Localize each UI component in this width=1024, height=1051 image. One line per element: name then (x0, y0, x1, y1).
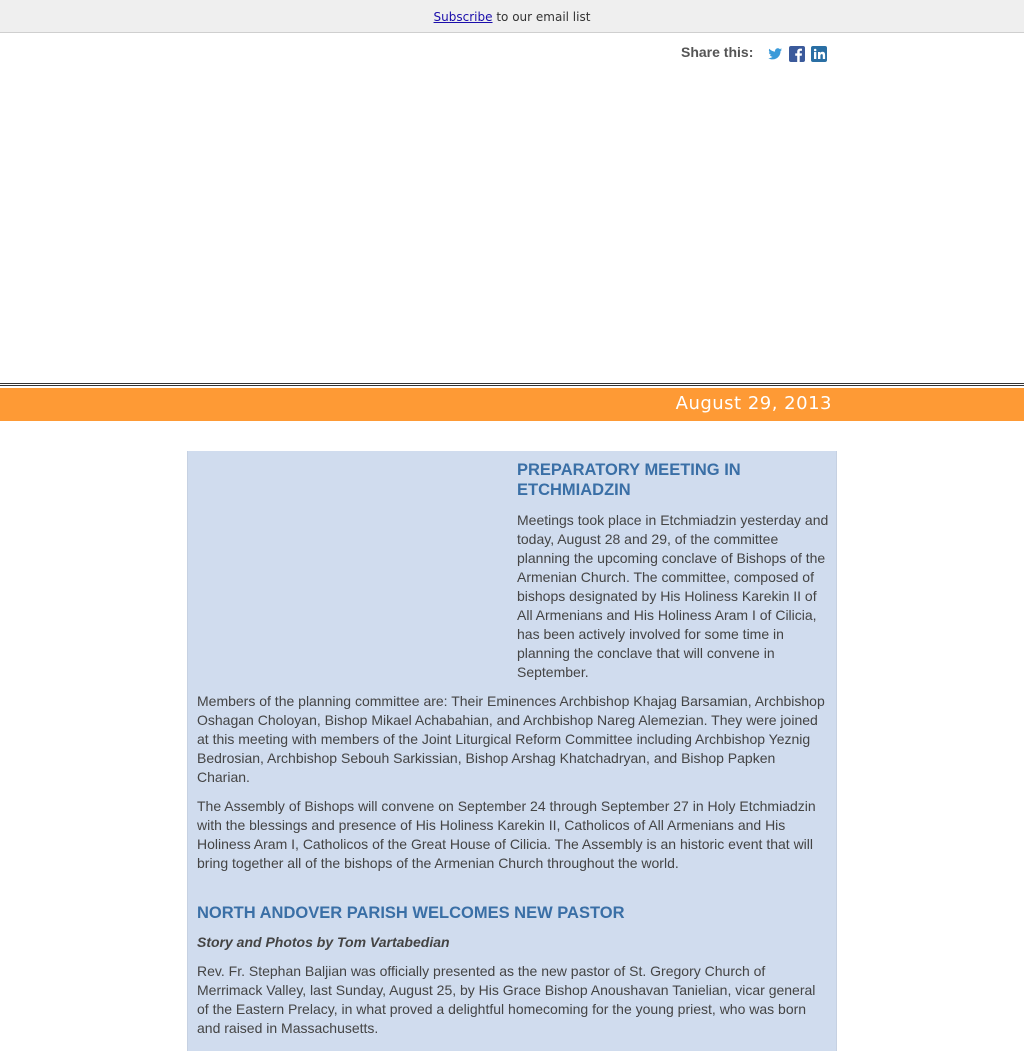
issue-date: August 29, 2013 (675, 393, 832, 414)
article-paragraph: Members of the planning committee are: Their Eminences Archbishop Khajag Barsamian, Archbishop Oshagan Choloyan, Bishop Mikael Achabahian, and Archbishop Nareg Alemezian. They were joined at this meeting with members of the Joint Liturgical Reform Committee including Archbishop Yeznig Bedrosian, Archbishop Sebouh Sarkissian, Bishop Arshag Khatchadryan, and Bishop Papken Charian. (197, 693, 825, 785)
divider-line (0, 385, 1024, 386)
subscribe-text: to our email list (496, 10, 591, 24)
article-title[interactable]: PREPARATORY MEETING IN ETCHMIADZIN (517, 461, 741, 499)
article-title[interactable]: NORTH ANDOVER PARISH WELCOMES NEW PASTOR (197, 904, 625, 922)
article-paragraph: Rev. Fr. Stephan Baljian was officially presented as the new pastor of St. Gregory Church of Merrimack Valley, last Sunday, August 25, by His Grace Bishop Anoushavan Tanielian, vicar general of the Eastern Prelacy, in what proved a delightful homecoming for the young priest, who was born and raised in Massachusetts. (197, 963, 816, 1036)
divider-line (0, 383, 1024, 384)
date-band (0, 388, 1024, 421)
subscribe-link[interactable]: Subscribe (433, 10, 493, 24)
twitter-icon[interactable] (767, 46, 783, 62)
article-paragraph: The Assembly of Bishops will convene on September 24 through September 27 in Holy Etchmiadzin with the blessings and presence of His Holiness Karekin II, Catholicos of All Armenians and His Holiness Aram I, Catholicos of the Great House of Cilicia. The Assembly is an historic event that will bring together all of the bishops of the Armenian Church throughout the world. (197, 798, 816, 871)
facebook-icon[interactable] (789, 46, 805, 62)
subscribe-bar (0, 0, 1024, 33)
share-bar (681, 44, 827, 64)
article-paragraph: Meetings took place in Etchmiadzin yesterday and today, August 28 and 29, of the committee planning the upcoming conclave of Bishops of the Armenian Church. The committee, composed of bishops designated by His Holiness Karekin II of All Armenians and His Holiness Aram I of Cilicia, has been actively involved for some time in planning the conclave that will convene in September. (517, 512, 829, 680)
article-image (198, 463, 498, 683)
share-label: Share this: (681, 44, 754, 60)
article-byline: Story and Photos by Tom Vartabedian (197, 934, 450, 950)
linkedin-icon[interactable] (811, 46, 827, 62)
content-panel (187, 451, 837, 1051)
